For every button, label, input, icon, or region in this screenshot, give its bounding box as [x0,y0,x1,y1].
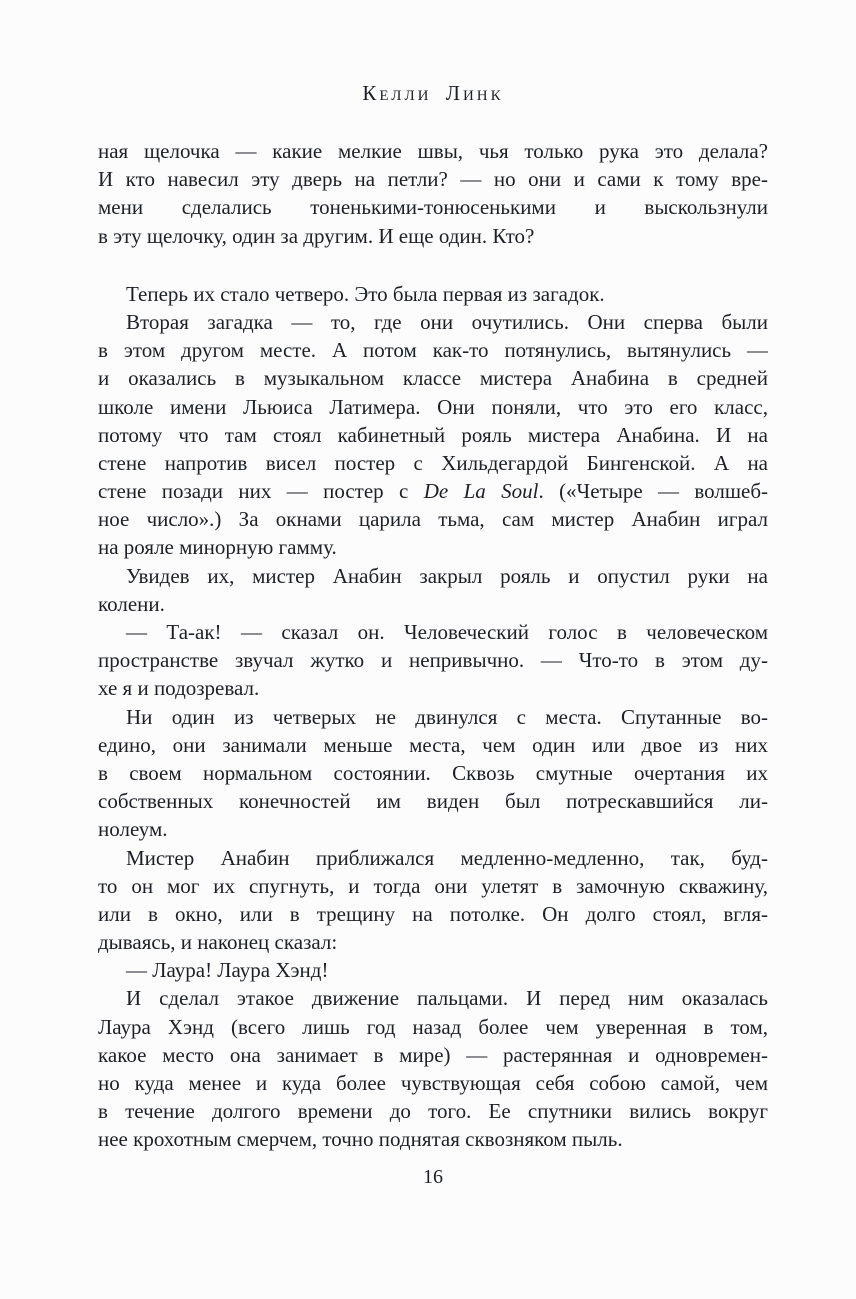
text-span: — Та-ак! — сказал он. Человеческий голос в человеческом [126,620,768,644]
text-span: Теперь их стало четверо. Это была первая из загадок. [126,281,605,306]
paragraph [98,308,768,562]
text-span: или в окно, или в трещину на потолке. Он долго стоял, вгля- [98,901,768,926]
text-span: Лаура Хэнд (всего лишь год назад более чем уверенная в том, [98,1014,768,1039]
text-span: пространстве звучал жутко и непривычно. — Что-то в этом ду- [98,648,768,673]
text-span: в эту щелочку, один за другим. И еще один. Кто? [98,223,535,248]
text-span: в своем нормальном состоянии. Сквозь смутные очертания их [98,760,768,785]
text-span: едино, они занимали меньше места, чем один или двое из них [98,732,768,757]
text-line [98,815,768,843]
text-line [98,505,768,533]
text-line [98,928,768,956]
text-line [98,533,768,561]
text-line [98,1041,768,1069]
text-span: мени сделались тоненькими-тонюсенькими и выскользнули [98,195,768,220]
text-line [98,759,768,787]
text-line [98,1013,768,1041]
text-line [98,1125,768,1153]
paragraph [98,984,768,1153]
paragraph [98,280,768,308]
text-span: Увидев их, мистер Анабин закрыл рояль и опустил руки на [126,563,768,588]
text-span: нее крохотным смерчем, точно поднятая сквозняком пыль. [98,1127,623,1152]
paragraph [98,844,768,957]
text-span: дываясь, и наконец сказал: [98,930,338,955]
text-line [98,336,768,364]
text-line [98,193,768,221]
text-span: . («Четыре — волшеб- [538,479,768,504]
text-line [98,137,768,165]
text-span: стене позади них — постер с [98,479,424,504]
text-span: стене напротив висел постер с Хильдегардой Бингенской. А на [98,450,768,475]
text-span: в течение долгого времени до того. Ее спутники вились вокруг [98,1099,768,1124]
paragraph [98,137,768,250]
text-line [98,674,768,702]
text-span: И кто навесил эту дверь на петли? — но они и сами к тому вре- [98,167,768,192]
text-line [98,421,768,449]
paragraph [98,956,768,984]
text-line [98,618,768,646]
text-span: Вторая загадка — то, где они очутились. Они сперва были [126,309,768,334]
text-span: собственных конечностей им виден был потрескавшийся ли- [98,789,768,814]
text-span: но куда менее и куда более чувствующая себя собою самой, чем [98,1071,768,1095]
text-line [98,731,768,759]
text-span: хе я и подозревал. [98,676,260,701]
text-span: в этом другом месте. А потом как-то потянулись, вытянулись — [98,338,768,363]
paragraph [98,703,768,844]
text-span: Мистер Анабин приближался медленно-медленно, так, буд- [126,845,768,870]
text-span: колени. [98,591,165,616]
text-line [98,646,768,674]
text-span: нолеум. [98,817,168,842]
text-line [98,1069,768,1097]
italic-span: De La Soul [423,479,539,504]
text-line [98,872,768,900]
text-line [98,222,768,250]
text-line [98,165,768,193]
text-line [98,562,768,590]
text-span: то он мог их спугнуть, и тогда они улетят в замочную скважину, [98,873,768,898]
text-line [98,844,768,872]
text-span: какое место она занимает в мире) — растерянная и одновремен- [98,1042,768,1067]
running-head: Келли Линк [362,81,504,105]
text-line [98,308,768,336]
text-span: И сделал этакое движение пальцами. И перед ним оказалась [126,986,768,1011]
text-span: и оказались в музыкальном классе мистера Анабина в средней [98,366,768,391]
text-line [98,364,768,392]
text-line [98,477,768,505]
text-line [98,280,768,308]
text-span: — Лаура! Лаура Хэнд! [126,958,329,983]
text-line [98,900,768,928]
text-line [98,703,768,731]
text-span: ная щелочка — какие мелкие швы, чья только рука это делала? [98,139,768,163]
paragraph [98,562,768,618]
text-line [98,449,768,477]
text-span: Ни один из четверых не двинулся с места. Спутанные во- [126,704,768,729]
text-line [98,1097,768,1125]
text-line [98,787,768,815]
page-number: 16 [423,1166,443,1188]
text-line [98,984,768,1012]
text-span: ное число».) За окнами царила тьма, сам мистер Анабин играл [98,507,768,532]
text-line [98,393,768,421]
body-text [98,137,768,1154]
text-line [98,590,768,618]
paragraph [98,618,768,703]
text-span: школе имени Льюиса Латимера. Они поняли, что это его класс, [98,394,768,419]
text-span: на рояле минорную гамму. [98,535,337,560]
text-span: потому что там стоял кабинетный рояль мистера Анабина. И на [98,422,768,447]
text-line [98,956,768,984]
